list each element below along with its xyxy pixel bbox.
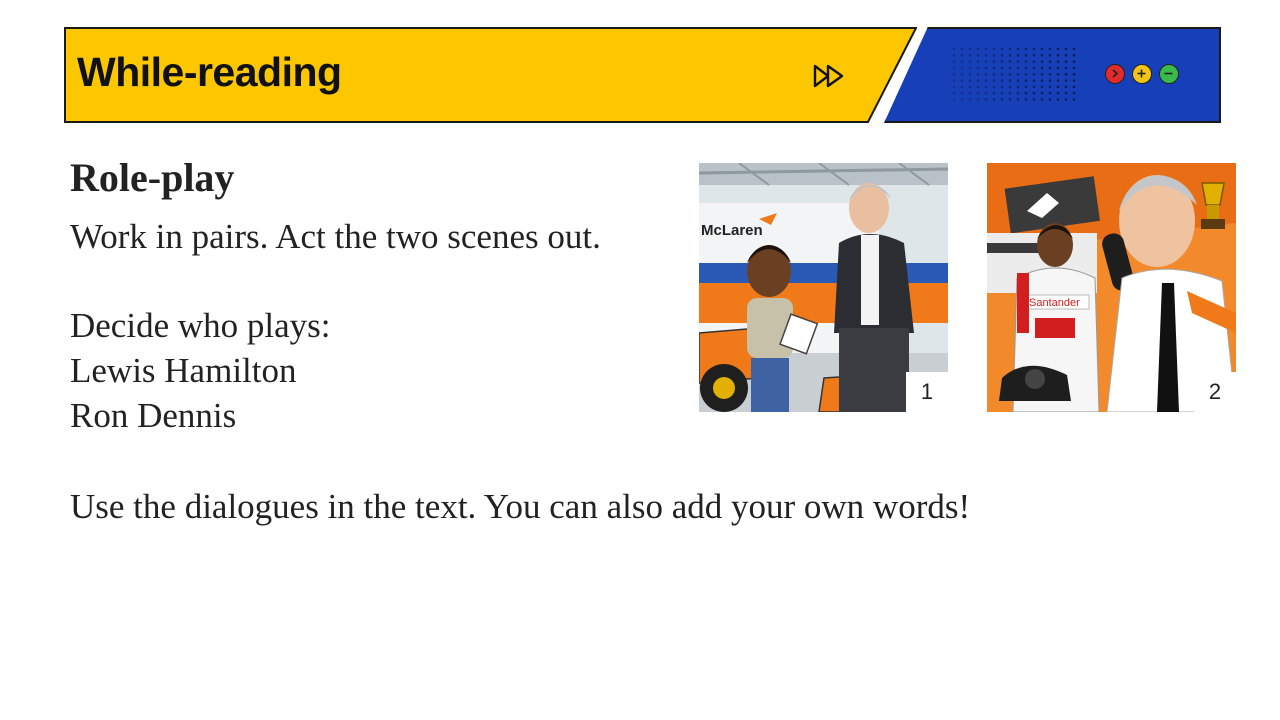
pattern-dot (1017, 92, 1020, 95)
pattern-dot (1073, 48, 1076, 51)
pattern-dot (953, 67, 956, 70)
pattern-dot (1017, 73, 1020, 76)
pattern-dot (1073, 79, 1076, 82)
pattern-dot (985, 98, 988, 101)
pattern-dot (1041, 48, 1044, 51)
pattern-dot (1073, 67, 1076, 70)
pattern-dot (993, 92, 996, 95)
pattern-dot (1057, 60, 1060, 63)
pattern-dot (1057, 92, 1060, 95)
pattern-dot (1017, 79, 1020, 82)
minus-icon (1160, 65, 1177, 82)
pattern-dot (1049, 79, 1052, 82)
pattern-dot (1033, 48, 1036, 51)
pattern-dot (1025, 98, 1028, 101)
pattern-dot (1073, 86, 1076, 89)
pattern-dot (953, 54, 956, 57)
pattern-dot (1065, 98, 1068, 101)
pattern-dot (1033, 92, 1036, 95)
pattern-dot (977, 79, 980, 82)
pattern-dot (1017, 48, 1020, 51)
pattern-dot (1009, 86, 1012, 89)
pattern-dot (1017, 67, 1020, 70)
pattern-dot (1033, 79, 1036, 82)
pattern-dot (969, 79, 972, 82)
pattern-dot (1001, 92, 1004, 95)
pattern-dot (985, 60, 988, 63)
pattern-dot (1073, 92, 1076, 95)
pattern-dot (1001, 67, 1004, 70)
pattern-dot (985, 54, 988, 57)
pattern-dot (985, 92, 988, 95)
pattern-dot (1025, 60, 1028, 63)
pattern-dot (1057, 79, 1060, 82)
pattern-dot (977, 86, 980, 89)
image-number: 2 (1194, 372, 1236, 412)
pattern-dot (1049, 98, 1052, 101)
pattern-dot (1025, 86, 1028, 89)
role-item: Lewis Hamilton (70, 351, 297, 390)
pattern-dot (1041, 86, 1044, 89)
pattern-dot (1001, 54, 1004, 57)
pattern-dot (1049, 73, 1052, 76)
pattern-dot (1041, 60, 1044, 63)
pattern-dot (1065, 54, 1068, 57)
pattern-dot (1057, 48, 1060, 51)
pattern-dot (1033, 60, 1036, 63)
pattern-dot (993, 79, 996, 82)
pattern-dot (953, 92, 956, 95)
pattern-dot (1009, 79, 1012, 82)
pattern-dot (1001, 48, 1004, 51)
image-number: 1 (906, 372, 948, 412)
pattern-dot (969, 98, 972, 101)
pattern-dot (1049, 92, 1052, 95)
pattern-dot (1065, 92, 1068, 95)
pattern-dot (1009, 54, 1012, 57)
pattern-dot (1057, 54, 1060, 57)
pattern-dot (1009, 73, 1012, 76)
pattern-dot (985, 67, 988, 70)
pattern-dot (985, 86, 988, 89)
pattern-dot (953, 98, 956, 101)
pattern-dot (1073, 98, 1076, 101)
pattern-dot (961, 67, 964, 70)
pattern-dot (961, 73, 964, 76)
pattern-dot (993, 67, 996, 70)
pattern-dot (1057, 67, 1060, 70)
pattern-dot (969, 73, 972, 76)
pattern-dot (1025, 54, 1028, 57)
plus-icon (1133, 65, 1150, 82)
pattern-dot (1033, 86, 1036, 89)
fast-forward-icon[interactable] (813, 63, 847, 89)
pattern-dot (961, 79, 964, 82)
pattern-dot (1041, 73, 1044, 76)
pattern-dot (1025, 92, 1028, 95)
pattern-dot (993, 54, 996, 57)
pattern-dot (1001, 86, 1004, 89)
decide-text: Decide who plays: (70, 306, 331, 345)
minus-button[interactable] (1159, 64, 1179, 84)
scene-illustration-2 (987, 163, 1236, 412)
pattern-dot (1025, 67, 1028, 70)
pattern-dot (1017, 60, 1020, 63)
pattern-dot (993, 60, 996, 63)
pattern-dot (1009, 92, 1012, 95)
pattern-dot (961, 54, 964, 57)
banner-title: While-reading (77, 49, 342, 95)
pattern-dot (953, 86, 956, 89)
pattern-dot (1009, 48, 1012, 51)
pattern-dot (953, 79, 956, 82)
pattern-dot (1041, 54, 1044, 57)
pattern-dot (1049, 67, 1052, 70)
pattern-dot (985, 48, 988, 51)
chevron-right-icon (1106, 65, 1123, 82)
pattern-dot (953, 73, 956, 76)
pattern-dot (969, 92, 972, 95)
pattern-dot (1057, 73, 1060, 76)
pattern-dot (969, 54, 972, 57)
brand-text: McLaren (701, 222, 763, 239)
pattern-dot (961, 98, 964, 101)
pattern-dot (961, 92, 964, 95)
pattern-dot (985, 73, 988, 76)
pattern-dot (969, 48, 972, 51)
pattern-dot (993, 98, 996, 101)
pattern-dot (1017, 54, 1020, 57)
pattern-dot (1001, 60, 1004, 63)
sponsor-text: Santander (1029, 297, 1080, 309)
pattern-dot (977, 73, 980, 76)
pattern-dot (1033, 73, 1036, 76)
dot-pattern (950, 45, 1080, 103)
pattern-dot (961, 48, 964, 51)
pattern-dot (1065, 73, 1068, 76)
pattern-dot (1009, 60, 1012, 63)
pattern-dot (977, 48, 980, 51)
pattern-dot (1049, 48, 1052, 51)
pattern-dot (1057, 98, 1060, 101)
pattern-dot (993, 86, 996, 89)
pattern-dot (1065, 60, 1068, 63)
pattern-dot (977, 92, 980, 95)
pattern-dot (1017, 86, 1020, 89)
pattern-dot (977, 60, 980, 63)
pattern-dot (1065, 67, 1068, 70)
pattern-dot (1041, 67, 1044, 70)
pattern-dot (961, 60, 964, 63)
pattern-dot (1073, 73, 1076, 76)
pattern-dot (1065, 86, 1068, 89)
scene-illustration-1 (699, 163, 948, 412)
pattern-dot (1009, 67, 1012, 70)
pattern-dot (1065, 79, 1068, 82)
pattern-dot (1049, 86, 1052, 89)
section-heading: Role-play (70, 155, 235, 200)
pattern-dot (977, 67, 980, 70)
pattern-dot (961, 86, 964, 89)
pattern-dot (1017, 98, 1020, 101)
pattern-dot (1073, 54, 1076, 57)
pattern-dot (953, 60, 956, 63)
pattern-dot (1001, 79, 1004, 82)
pattern-dot (1001, 98, 1004, 101)
pattern-dot (1025, 79, 1028, 82)
role-item: Ron Dennis (70, 396, 237, 435)
pattern-dot (993, 73, 996, 76)
pattern-dot (1001, 73, 1004, 76)
pattern-dot (977, 98, 980, 101)
pattern-dot (1033, 67, 1036, 70)
pattern-dot (1065, 48, 1068, 51)
pattern-dot (977, 54, 980, 57)
pattern-dot (1049, 60, 1052, 63)
pattern-dot (969, 67, 972, 70)
pattern-dot (1009, 98, 1012, 101)
pattern-dot (1057, 86, 1060, 89)
pattern-dot (1073, 60, 1076, 63)
pattern-dot (969, 60, 972, 63)
pattern-dot (1025, 48, 1028, 51)
pattern-dot (1041, 79, 1044, 82)
pattern-dot (1041, 92, 1044, 95)
plus-button[interactable] (1132, 64, 1152, 84)
pattern-dot (993, 48, 996, 51)
pattern-dot (1041, 98, 1044, 101)
pattern-dot (953, 48, 956, 51)
pattern-dot (985, 79, 988, 82)
pattern-dot (1025, 73, 1028, 76)
pattern-dot (1049, 54, 1052, 57)
chevron-right-button[interactable] (1105, 64, 1125, 84)
pattern-dot (1033, 54, 1036, 57)
instruction-text: Work in pairs. Act the two scenes out. (70, 217, 601, 256)
pattern-dot (1033, 98, 1036, 101)
pattern-dot (969, 86, 972, 89)
closing-text: Use the dialogues in the text. You can also add your own words! (70, 487, 971, 526)
